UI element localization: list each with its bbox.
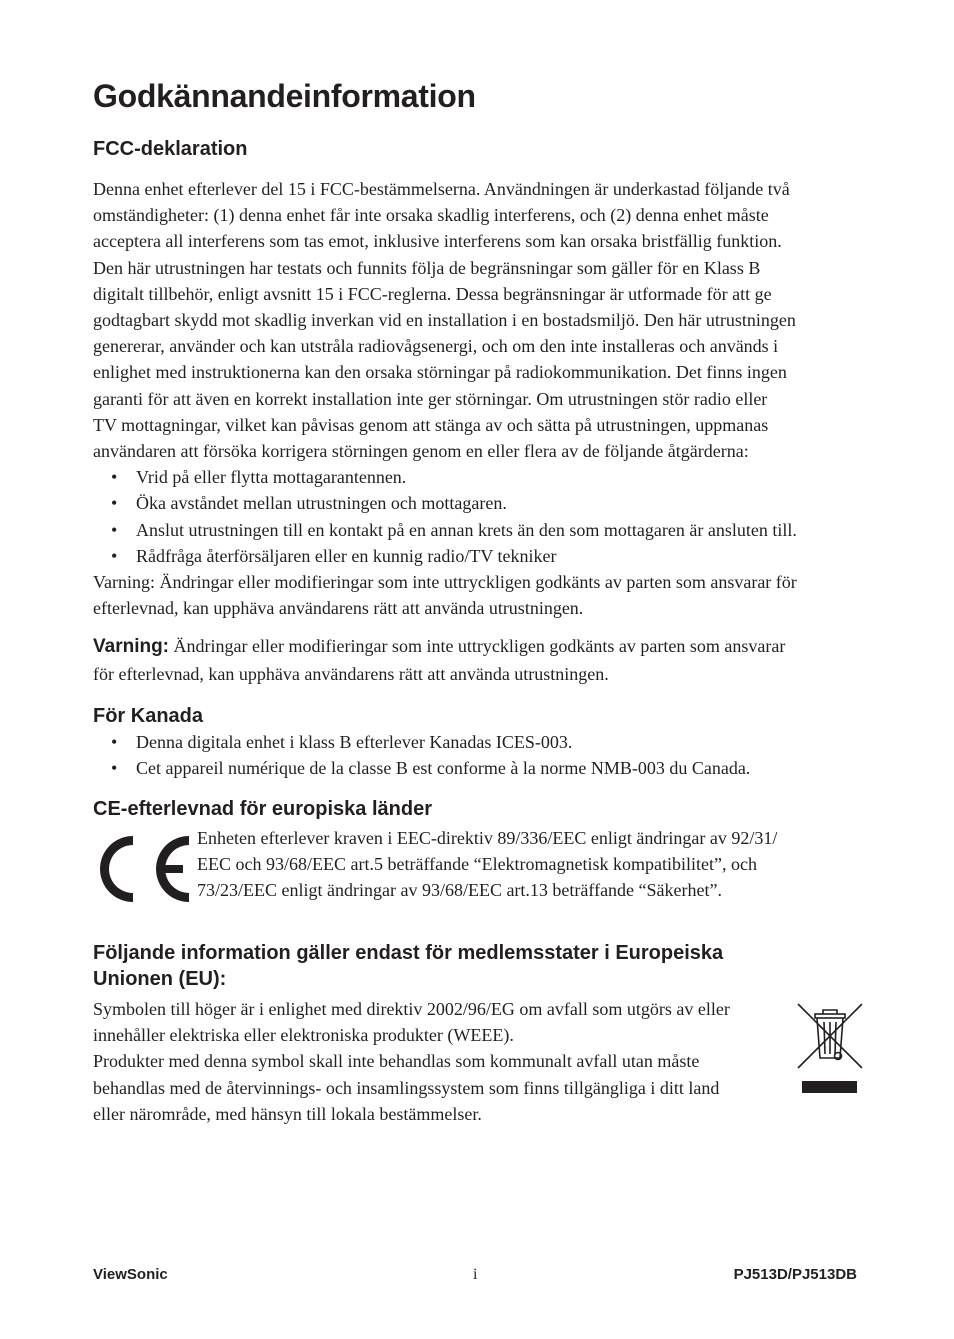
page-title: Godkännandeinformation: [93, 78, 476, 114]
fcc-line: enlighet med instruktionerna kan den orsaka störningar på radiokommunikation. Det finns ingen: [93, 362, 787, 383]
footer-page-number: i: [473, 1266, 478, 1283]
fcc-line: Den här utrustningen har testats och funnits följa de begränsningar som gäller för en Klass B: [93, 257, 761, 278]
canada-heading: För Kanada: [93, 705, 204, 727]
fcc-section: [93, 136, 863, 621]
list-item: • Cet appareil numérique de la classe B est conforme à la norme NMB-003 du Canada.: [111, 758, 751, 779]
eu-section: [93, 940, 863, 1127]
warning-line: Varning: Ändringar eller modifieringar som inte uttryckligen godkänts av parten som ansvarar: [93, 636, 786, 657]
ce-text: [197, 825, 867, 904]
fcc-after-line: Varning: Ändringar eller modifieringar som inte uttryckligen godkänts av parten som ansvarar för: [93, 572, 797, 593]
list-item: • Denna digitala enhet i klass B efterlever Kanadas ICES-003.: [111, 732, 573, 752]
canada-section: [93, 703, 863, 781]
eu-line: behandlas med de återvinnings- och insamlingssystem som finns tillgängliga i ditt land: [93, 1077, 720, 1098]
fcc-bullet-list: [93, 464, 863, 569]
eu-heading: Följande information gäller endast för medlemsstater i Europeiska Unionen (EU):: [93, 942, 724, 990]
fcc-after-line: efterlevnad, kan upphäva användarens rätt att använda utrustningen.: [93, 598, 584, 619]
fcc-line: Denna enhet efterlever del 15 i FCC-bestämmelserna. Användningen är underkastad följande två: [93, 179, 790, 199]
ce-content: [93, 828, 863, 912]
warning-label: Varning:: [93, 636, 170, 657]
ce-mark-icon: [93, 832, 191, 906]
fcc-line: TV mottagningar, vilket kan påvisas genom att stänga av och sätta på utrustningen, uppmanas: [93, 414, 769, 435]
warning-line: för efterlevnad, kan upphäva användarens rätt att använda utrustningen.: [93, 664, 609, 685]
eu-line: innehåller elektriska eller elektroniska produkter (WEEE).: [93, 1025, 514, 1046]
fcc-line: användaren att försöka korrigera störningen genom en eller flera av de följande åtgärderna:: [93, 441, 749, 462]
list-item: • Rådfråga återförsäljaren eller en kunnig radio/TV tekniker: [111, 545, 557, 566]
crossed-out-bin-icon: [797, 1002, 863, 1096]
fcc-line: acceptera all interferens som tas emot, inklusive interferens som kan orsaka bristfällig funktion.: [93, 231, 782, 252]
eu-line: Symbolen till höger är i enlighet med direktiv 2002/96/EG om avfall som utgörs av eller: [93, 999, 730, 1019]
list-item: • Vrid på eller flytta mottagarantennen.: [111, 467, 407, 488]
fcc-line: omständigheter: (1) denna enhet får inte orsaka skadlig interferens, och (2) denna enhet måste: [93, 205, 769, 226]
eu-line: eller närområde, med hänsyn till lokala bestämmelser.: [93, 1103, 482, 1124]
canada-bullet-list: [93, 729, 863, 781]
list-item: • Anslut utrustningen till en kontakt på en annan krets än den som mottagaren är ansluten till.: [111, 519, 797, 540]
warning-block: [93, 633, 863, 687]
eu-text: [93, 996, 793, 1127]
footer-model: PJ513D/PJ513DB: [733, 1266, 857, 1283]
fcc-line: genererar, använder och kan utstråla radiovågsenergi, och om den inte installeras och används i: [93, 336, 779, 357]
fcc-heading: FCC-deklaration: [93, 138, 248, 160]
ce-line: Enheten efterlever kraven i EEC-direktiv 89/336/EEC enligt ändringar av 92/31/: [197, 828, 778, 848]
ce-section: [93, 796, 863, 912]
footer-brand: ViewSonic: [93, 1266, 168, 1283]
ce-line: EEC och 93/68/EEC art.5 beträffande “Elektromagnetisk kompatibilitet”, och: [197, 854, 758, 875]
fcc-line: godtagbart skydd mot skadlig inverkan vid en installation i en bostadsmiljö. Den här utrustningen: [93, 310, 796, 331]
eu-content: [93, 996, 863, 1127]
eu-line: Produkter med denna symbol skall inte behandlas som kommunalt avfall utan måste: [93, 1051, 700, 1072]
ce-heading: CE-efterlevnad för europiska länder: [93, 798, 432, 820]
fcc-line: garanti för att även en korrekt installation inte ger störningar. Om utrustningen stör radio eller: [93, 388, 768, 409]
fcc-body: [93, 176, 863, 621]
list-item: • Öka avståndet mellan utrustningen och mottagaren.: [111, 493, 507, 514]
fcc-line: digitalt tillbehör, enligt avsnitt 15 i FCC-reglerna. Dessa begränsningar är utformade för att ge: [93, 283, 772, 304]
ce-line: 73/23/EEC enligt ändringar av 93/68/EEC art.13 beträffande “Säkerhet”.: [197, 880, 722, 901]
